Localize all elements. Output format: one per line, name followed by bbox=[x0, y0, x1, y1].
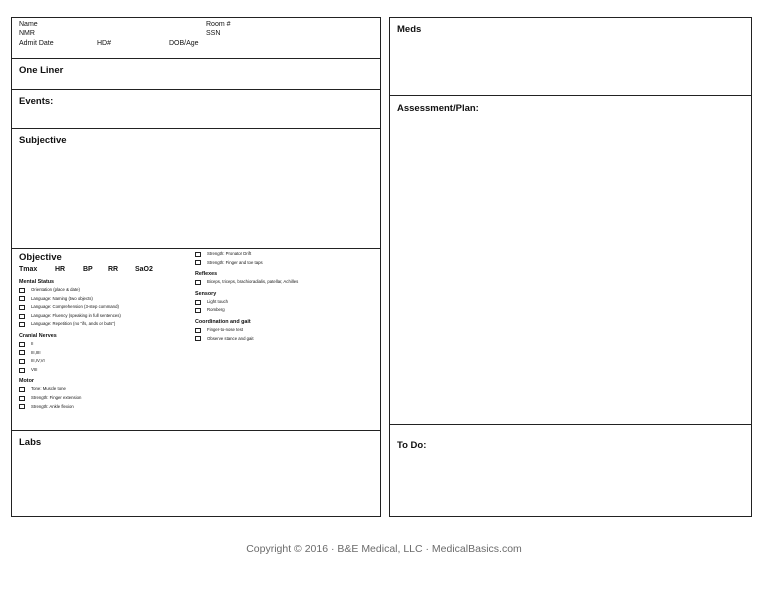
labs-title: Labs bbox=[19, 437, 42, 448]
item-label: Light touch bbox=[207, 298, 229, 304]
item-label: Strength: Ankle flexion bbox=[31, 403, 74, 409]
item-label: VIII bbox=[31, 366, 38, 372]
objective-title: Objective bbox=[19, 252, 62, 263]
checkbox-icon[interactable] bbox=[195, 300, 201, 305]
events-section bbox=[12, 89, 380, 128]
checkbox-icon[interactable] bbox=[19, 314, 25, 319]
name-label: Name bbox=[19, 21, 38, 28]
item-label: Observe stance and gait bbox=[207, 335, 254, 341]
coordination-title: Coordination and gait bbox=[195, 318, 251, 325]
patient-header bbox=[12, 18, 380, 58]
subjective-section bbox=[12, 128, 380, 248]
checkbox-icon[interactable] bbox=[19, 288, 25, 293]
checkbox-icon[interactable] bbox=[19, 396, 25, 401]
checkbox-icon[interactable] bbox=[195, 260, 201, 265]
item-label: II bbox=[31, 340, 34, 346]
hd-label: HD# bbox=[97, 40, 112, 47]
item-label: Language: Naming (two objects) bbox=[31, 295, 93, 301]
checklist-item[interactable] bbox=[19, 340, 121, 349]
to-do-section bbox=[390, 424, 751, 516]
checklist-item[interactable] bbox=[19, 385, 121, 394]
left-panel bbox=[11, 17, 381, 517]
cranial-nerves-title: Cranial Nerves bbox=[19, 332, 57, 339]
item-label: III,IV,VI bbox=[31, 358, 45, 364]
item-label: Strength: Pronator Drift bbox=[207, 251, 252, 256]
checklist-item[interactable] bbox=[19, 295, 121, 304]
sensory-title: Sensory bbox=[195, 290, 217, 297]
assessment-plan-title: Assessment/Plan: bbox=[397, 103, 479, 114]
checklist-item[interactable] bbox=[195, 326, 298, 335]
checkbox-icon[interactable] bbox=[19, 368, 25, 373]
item-label: Finger-to-nose test bbox=[207, 326, 244, 332]
checklist-item[interactable] bbox=[19, 286, 121, 295]
checkbox-icon[interactable] bbox=[195, 308, 201, 313]
ssn-label: SSN bbox=[206, 30, 221, 37]
checklist-item[interactable] bbox=[19, 320, 121, 329]
checklist-item[interactable] bbox=[19, 403, 121, 412]
one-liner-title: One Liner bbox=[19, 65, 64, 76]
checkbox-icon[interactable] bbox=[19, 342, 25, 347]
events-title: Events: bbox=[19, 96, 54, 107]
checkbox-icon[interactable] bbox=[19, 322, 25, 327]
checklist-item[interactable] bbox=[195, 278, 298, 287]
motor-title: Motor bbox=[19, 378, 34, 385]
objective-section bbox=[12, 248, 380, 430]
admit-date-label: Admit Date bbox=[19, 40, 54, 47]
meds-title: Meds bbox=[397, 24, 422, 35]
checkbox-icon[interactable] bbox=[195, 328, 201, 333]
item-label: III,IIII bbox=[31, 349, 41, 355]
item-label: Strength: Finger and toe taps bbox=[207, 259, 263, 265]
item-label: Tone: Muscle tone bbox=[31, 386, 66, 392]
checklist-item[interactable] bbox=[195, 250, 298, 259]
dob-age-label: DOB/Age bbox=[169, 40, 199, 47]
checkbox-icon[interactable] bbox=[195, 252, 201, 257]
one-liner-section bbox=[12, 58, 380, 89]
vital-sao2: SaO2 bbox=[135, 266, 153, 273]
meds-section bbox=[390, 18, 751, 95]
mental-status-title: Mental Status bbox=[19, 279, 55, 285]
right-panel bbox=[389, 17, 752, 517]
item-label: Romberg bbox=[207, 307, 225, 313]
vital-bp: BP bbox=[83, 266, 93, 273]
checklist-item[interactable] bbox=[195, 306, 298, 315]
checklist-item[interactable] bbox=[195, 259, 298, 268]
checkbox-icon[interactable] bbox=[19, 404, 25, 409]
reflexes-title: Reflexes bbox=[195, 271, 218, 278]
checklist-item[interactable] bbox=[19, 349, 121, 358]
checklist-item[interactable] bbox=[19, 394, 121, 403]
item-label: Language: Comprehension (3-step command) bbox=[31, 304, 119, 310]
to-do-title: To Do: bbox=[397, 440, 427, 451]
checkbox-icon[interactable] bbox=[19, 350, 25, 355]
assessment-plan-section bbox=[390, 95, 751, 424]
item-label: Language: Fluency (speaking in full sentences) bbox=[31, 312, 121, 318]
checklist-item[interactable] bbox=[19, 366, 121, 375]
vital-hr: HR bbox=[55, 266, 66, 273]
objective-right-column bbox=[195, 250, 298, 343]
checkbox-icon[interactable] bbox=[19, 359, 25, 364]
nmr-label: NMR bbox=[19, 30, 35, 37]
subjective-title: Subjective bbox=[19, 135, 67, 146]
objective-left-column bbox=[19, 275, 121, 411]
checklist-item[interactable] bbox=[195, 335, 298, 344]
item-label: Orientation (place & date) bbox=[31, 287, 80, 292]
checkbox-icon[interactable] bbox=[195, 336, 201, 341]
item-label: Language: Repetition (no "ifs, ands or buts") bbox=[31, 321, 116, 327]
vital-rr: RR bbox=[108, 266, 119, 273]
room-label: Room # bbox=[206, 21, 231, 28]
copyright-footer: Copyright © 2016 · B&E Medical, LLC · MedicalBasics.com bbox=[246, 543, 522, 555]
item-label: Strength: Finger extension bbox=[31, 394, 82, 400]
checklist-item[interactable] bbox=[19, 303, 121, 312]
checkbox-icon[interactable] bbox=[195, 280, 201, 285]
checkbox-icon[interactable] bbox=[19, 305, 25, 310]
checkbox-icon[interactable] bbox=[19, 387, 25, 392]
vitals-row bbox=[19, 266, 153, 273]
vital-tmax: Tmax bbox=[19, 266, 38, 273]
checklist-item[interactable] bbox=[19, 357, 121, 366]
labs-section bbox=[12, 430, 380, 516]
checkbox-icon[interactable] bbox=[19, 296, 25, 301]
checklist-item[interactable] bbox=[19, 312, 121, 321]
item-label: Biceps, triceps, brachioradialis, patellar, Achilles bbox=[207, 279, 299, 285]
checklist-item[interactable] bbox=[195, 298, 298, 307]
